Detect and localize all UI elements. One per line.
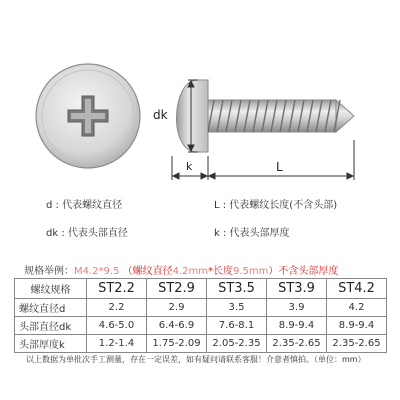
example-prefix: 规格举例： xyxy=(24,266,74,277)
row-label: 头部厚度k xyxy=(15,335,87,353)
table-cell: 4.2 xyxy=(327,299,387,317)
table-cell: 7.6-8.1 xyxy=(207,317,267,335)
table-cell: 2.35-2.65 xyxy=(267,335,327,353)
table-cell: 3.5 xyxy=(207,299,267,317)
table-row xyxy=(15,335,387,353)
table-row xyxy=(15,299,387,317)
table-corner: 螺纹规格 xyxy=(15,279,87,299)
table-cell: 4.6-5.0 xyxy=(87,317,147,335)
legend-L: L : 代表螺纹长度(不含头部) xyxy=(214,200,338,211)
legend-d: d : 代表螺纹直径 xyxy=(46,200,123,211)
table-cell: 8.9-9.4 xyxy=(327,317,387,335)
example-lval: 9.5mm xyxy=(233,266,269,277)
legend-k: k : 代表头部厚度 xyxy=(214,228,290,239)
table-cell: 2.35-2.65 xyxy=(327,335,387,353)
example-spec: M4.2*9.5 xyxy=(74,266,120,277)
row-label: 头部直径dk xyxy=(15,317,87,335)
table-header: ST4.2 xyxy=(327,279,387,299)
screw-head-top-view xyxy=(36,64,140,168)
example-part1: 螺纹直径 xyxy=(132,266,173,277)
dk-label: dk xyxy=(153,108,168,122)
screw-side-view xyxy=(176,80,354,152)
table-header: ST2.9 xyxy=(147,279,207,299)
spec-table xyxy=(14,278,387,353)
table-cell: 8.9-9.4 xyxy=(267,317,327,335)
table-cell: 6.4-6.9 xyxy=(147,317,207,335)
example-star: *长度 xyxy=(208,266,234,277)
table-cell: 2.2 xyxy=(87,299,147,317)
legend-dk: dk : 代表头部直径 xyxy=(46,228,128,239)
table-cell: 1.75-2.09 xyxy=(147,335,207,353)
row-label: 螺纹直径d xyxy=(15,299,87,317)
example-close: ）不含头部厚度 xyxy=(268,266,339,277)
table-header-row xyxy=(15,279,387,299)
table-cell: 1.2-1.4 xyxy=(87,335,147,353)
table-header: ST3.5 xyxy=(207,279,267,299)
table-cell: 2.05-2.35 xyxy=(207,335,267,353)
table-header: ST3.9 xyxy=(267,279,327,299)
example-open: （ xyxy=(122,266,133,277)
spec-example xyxy=(24,262,338,277)
example-dval: 4.2mm xyxy=(172,266,209,277)
table-cell: 2.9 xyxy=(147,299,207,317)
table-header: ST2.2 xyxy=(87,279,147,299)
k-label: k xyxy=(186,160,193,173)
measurement-note: 以上数据为单批次手工测量，存在一定误差，如有疑问请联系客服！介意者慎拍。（单位：mm） xyxy=(26,355,366,364)
L-label: L xyxy=(276,160,283,174)
table-row xyxy=(15,317,387,335)
table-cell: 3.9 xyxy=(267,299,327,317)
